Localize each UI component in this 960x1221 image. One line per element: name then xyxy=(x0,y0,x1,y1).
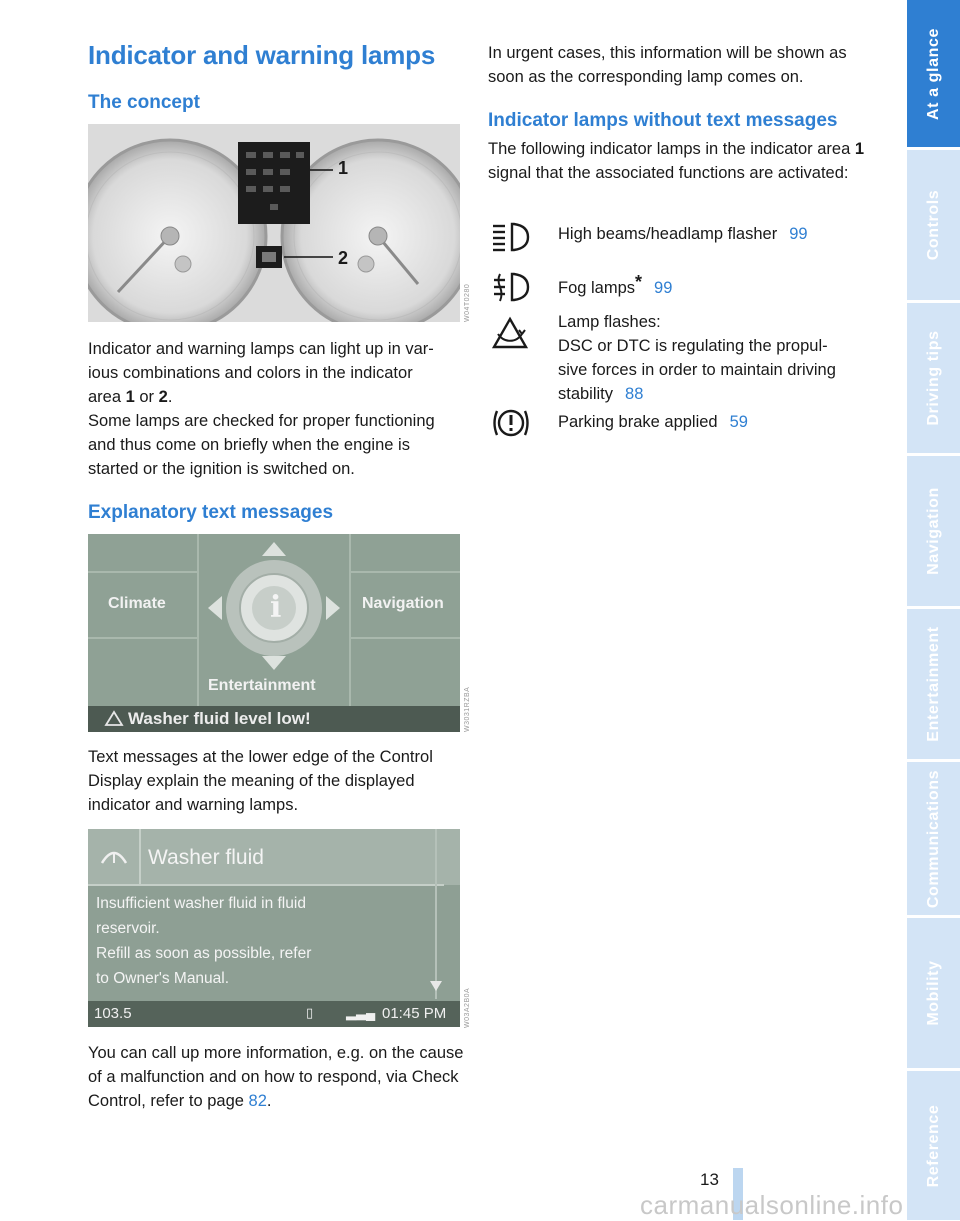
tab-communications[interactable]: Communications xyxy=(907,762,960,915)
chapter-sidebar xyxy=(907,0,960,1220)
menu-navigation: Navigation xyxy=(362,595,444,612)
radio-frequency: 103.5 xyxy=(94,1005,132,1022)
clock-time: 01:45 PM xyxy=(382,1005,447,1022)
tab-mobility[interactable]: Mobility xyxy=(907,918,960,1068)
info-icon: i xyxy=(270,590,282,625)
tab-driving-tips[interactable]: Driving tips xyxy=(907,303,960,453)
page-link-88[interactable]: 88 xyxy=(625,385,644,403)
page-link-82[interactable]: 82 xyxy=(248,1092,267,1110)
fog-lamp-icon xyxy=(490,270,530,304)
signal-icon: ▂▃▄ xyxy=(346,1005,376,1020)
lamp-item-high-beams: High beams/headlamp flasher 99 xyxy=(488,220,868,254)
lamp-item-fog-lamps: Fog lamps* 99 xyxy=(488,270,868,304)
parking-brake-icon xyxy=(490,405,532,441)
more-info-paragraph: You can call up more information, e.g. on the cause of a malfunction and on how to respond, via Check Control, refer to page 82. xyxy=(88,1044,464,1110)
explanatory-paragraph: Text messages at the lower edge of the Control Display explain the meaning of the displayed indicator and warning lamps. xyxy=(88,748,433,814)
callout-1: 1 xyxy=(338,158,349,178)
section-heading-indicator-lamps: Indicator lamps without text messages xyxy=(488,110,838,131)
section-heading-explanatory: Explanatory text messages xyxy=(88,502,334,523)
menu-entertainment: Entertainment xyxy=(208,677,316,694)
concept-paragraph-2: Some lamps are checked for proper functioning and thus come on briefly when the engine is started or the ignition is switched on. xyxy=(88,412,435,478)
lamp-item-dsc: Lamp flashes: DSC or DTC is regulating the propul- sive forces in order to maintain driving stability 88 xyxy=(488,310,868,398)
tab-entertainment[interactable]: Entertainment xyxy=(907,609,960,759)
menu-climate: Climate xyxy=(108,595,166,612)
dsc-triangle-icon xyxy=(490,314,530,354)
page-link-99[interactable]: 99 xyxy=(654,279,673,297)
tab-at-a-glance[interactable]: At a glance xyxy=(907,0,960,147)
urgent-paragraph: In urgent cases, this information will be shown as soon as the corresponding lamp comes on. xyxy=(488,44,847,86)
page-link-99[interactable]: 99 xyxy=(789,225,808,243)
high-beam-icon xyxy=(490,220,530,254)
watermark: carmanualsonline.info xyxy=(640,1190,904,1220)
page-title: Indicator and warning lamps xyxy=(88,40,436,70)
phone-icon: ▯ xyxy=(306,1005,314,1020)
screen-title: Washer fluid xyxy=(148,846,264,869)
indicator-intro: The following indicator lamps in the indicator area 1 signal that the associated functions are activated: xyxy=(488,140,865,182)
lamp-item-parking-brake: Parking brake applied 59 xyxy=(488,405,868,441)
tab-navigation[interactable]: Navigation xyxy=(907,456,960,606)
warning-message: Washer fluid level low! xyxy=(128,709,311,728)
section-heading-concept: The concept xyxy=(88,92,200,113)
figure-code: W03A2B0A xyxy=(464,987,471,1028)
concept-paragraph-1: Indicator and warning lamps can light up in var-ious combinations and colors in the indicator area 1 or 2. xyxy=(88,340,434,406)
tab-reference[interactable]: Reference xyxy=(907,1071,960,1220)
page-link-59[interactable]: 59 xyxy=(729,413,748,431)
instrument-cluster-image xyxy=(88,124,460,322)
tab-controls[interactable]: Controls xyxy=(907,150,960,300)
control-display-menu-image xyxy=(88,534,460,732)
figure-code: W04T0280 xyxy=(464,283,471,322)
callout-2: 2 xyxy=(338,248,349,268)
figure-code: W3031RZBA xyxy=(464,686,471,732)
page-number: 13 xyxy=(700,1170,719,1189)
screen-message: Insufficient washer fluid in fluid reservoir. Refill as soon as possible, refer to Owner's Manual. xyxy=(96,895,312,987)
washer-fluid-screen-image xyxy=(88,829,460,1027)
